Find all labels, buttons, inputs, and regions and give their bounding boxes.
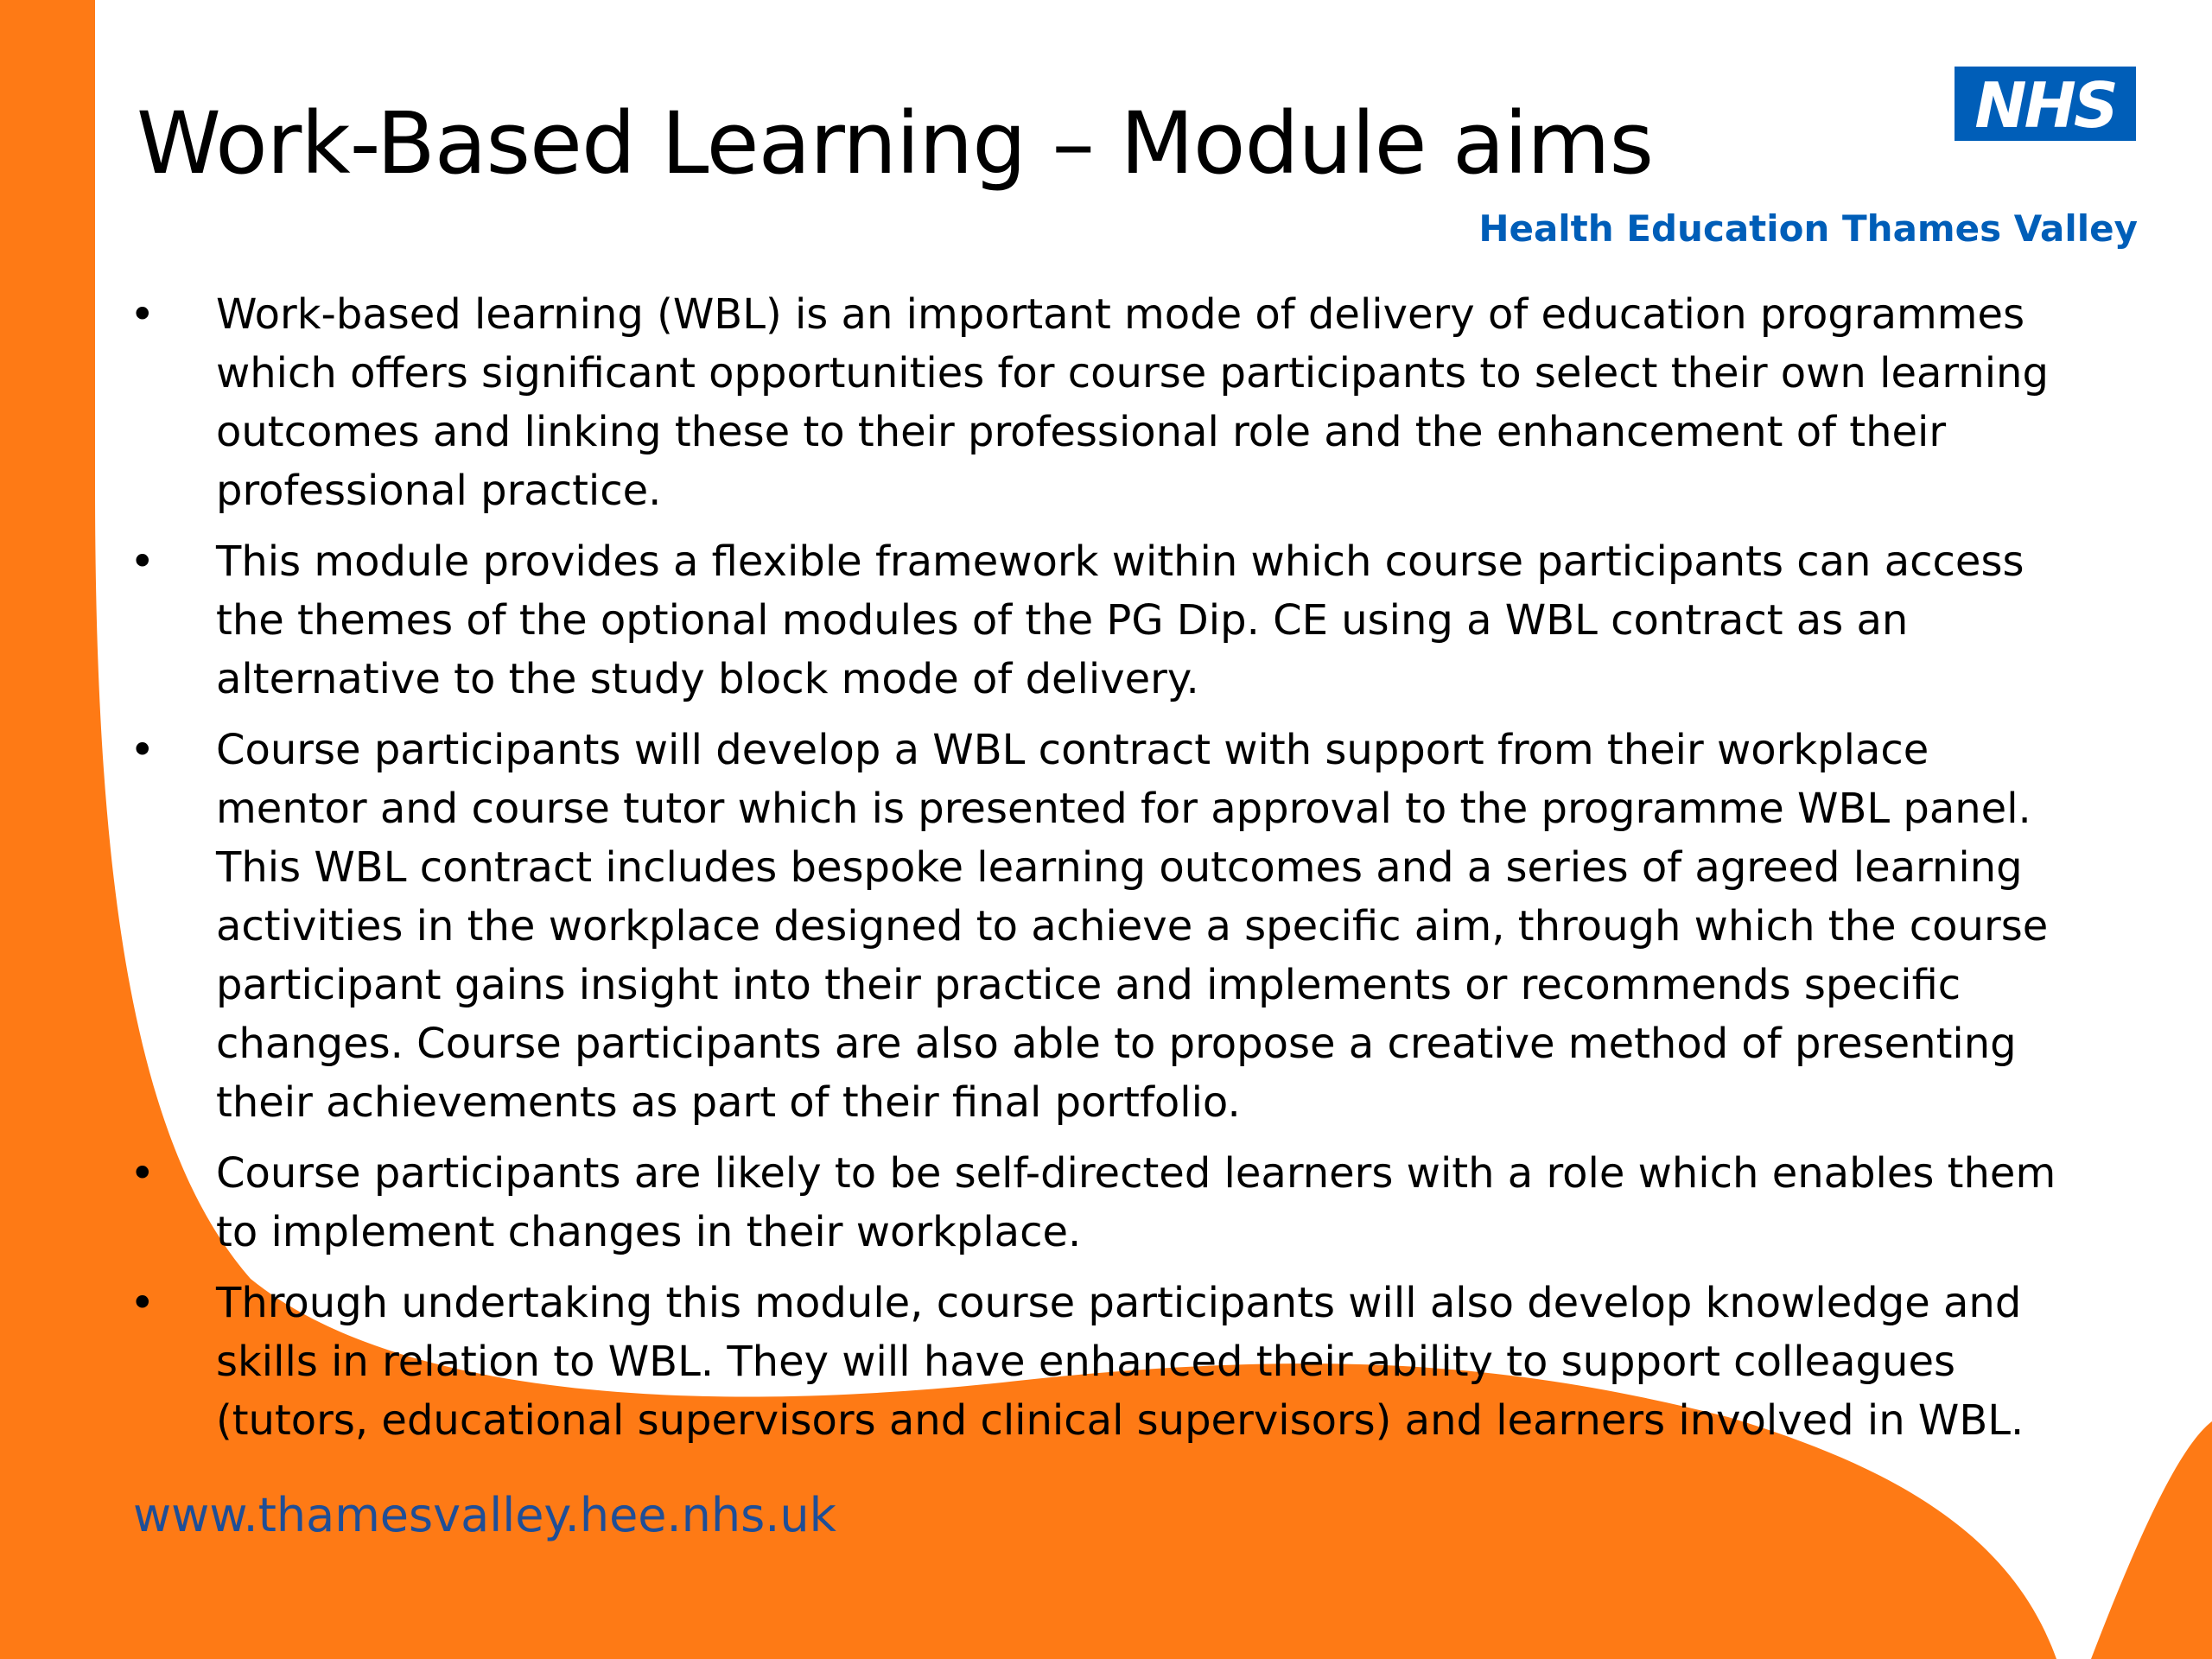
bullet-item bbox=[130, 532, 2065, 709]
bullet-marker: • bbox=[130, 1148, 156, 1198]
organization-name: Health Education Thames Valley bbox=[1478, 207, 2138, 250]
slide-title: Work-Based Learning – Module aims bbox=[137, 94, 1654, 194]
bullet-text: Through undertaking this module, course participants will also develop knowledge and skills in relation to WBL. They will have enhanced their ability to support colleagues (tutors, educational supervisors and clinical supervisors) and learners involved in WBL. bbox=[216, 1279, 2024, 1445]
bullet-item bbox=[130, 1144, 2065, 1262]
bullet-item bbox=[130, 1274, 2065, 1450]
bullet-text: This module provides a flexible framework within which course participants can access the themes of the optional modules of the PG Dip. CE using a WBL contract as an alternative to the study block mode of delivery. bbox=[216, 537, 2024, 703]
nhs-logo-text: NHS bbox=[1974, 69, 2116, 141]
bullet-item bbox=[130, 721, 2065, 1132]
bullet-text: Course participants are likely to be self-directed learners with a role which enables them to implement changes in their workplace. bbox=[216, 1149, 2056, 1256]
bullet-marker: • bbox=[130, 725, 156, 775]
nhs-logo bbox=[1955, 67, 2136, 141]
orange-corner-shape bbox=[2091, 1421, 2212, 1659]
bullet-marker: • bbox=[130, 537, 156, 587]
bullet-marker: • bbox=[130, 289, 156, 340]
bullet-text: Course participants will develop a WBL contract with support from their workplace mentor and course tutor which is presented for approval to the programme WBL panel. This WBL contract includes bespoke learning outcomes and a series of agreed learning activities in the workplace designed to achieve a specific aim, through which the course participant gains insight into their practice and implements or recommends specific changes. Course participants are also able to propose a creative method of presenting their achievements as part of their final portfolio. bbox=[216, 726, 2049, 1127]
bullet-text: Work-based learning (WBL) is an important mode of delivery of education programmes which offers significant opportunities for course participants to select their own learning outcomes and linking these to their professional role and the enhancement of their professional practice. bbox=[216, 290, 2049, 515]
bullet-item bbox=[130, 285, 2065, 520]
footer-website-link[interactable]: www.thamesvalley.hee.nhs.uk bbox=[133, 1488, 836, 1542]
bullet-marker: • bbox=[130, 1278, 156, 1328]
bullet-list bbox=[130, 285, 2065, 1462]
